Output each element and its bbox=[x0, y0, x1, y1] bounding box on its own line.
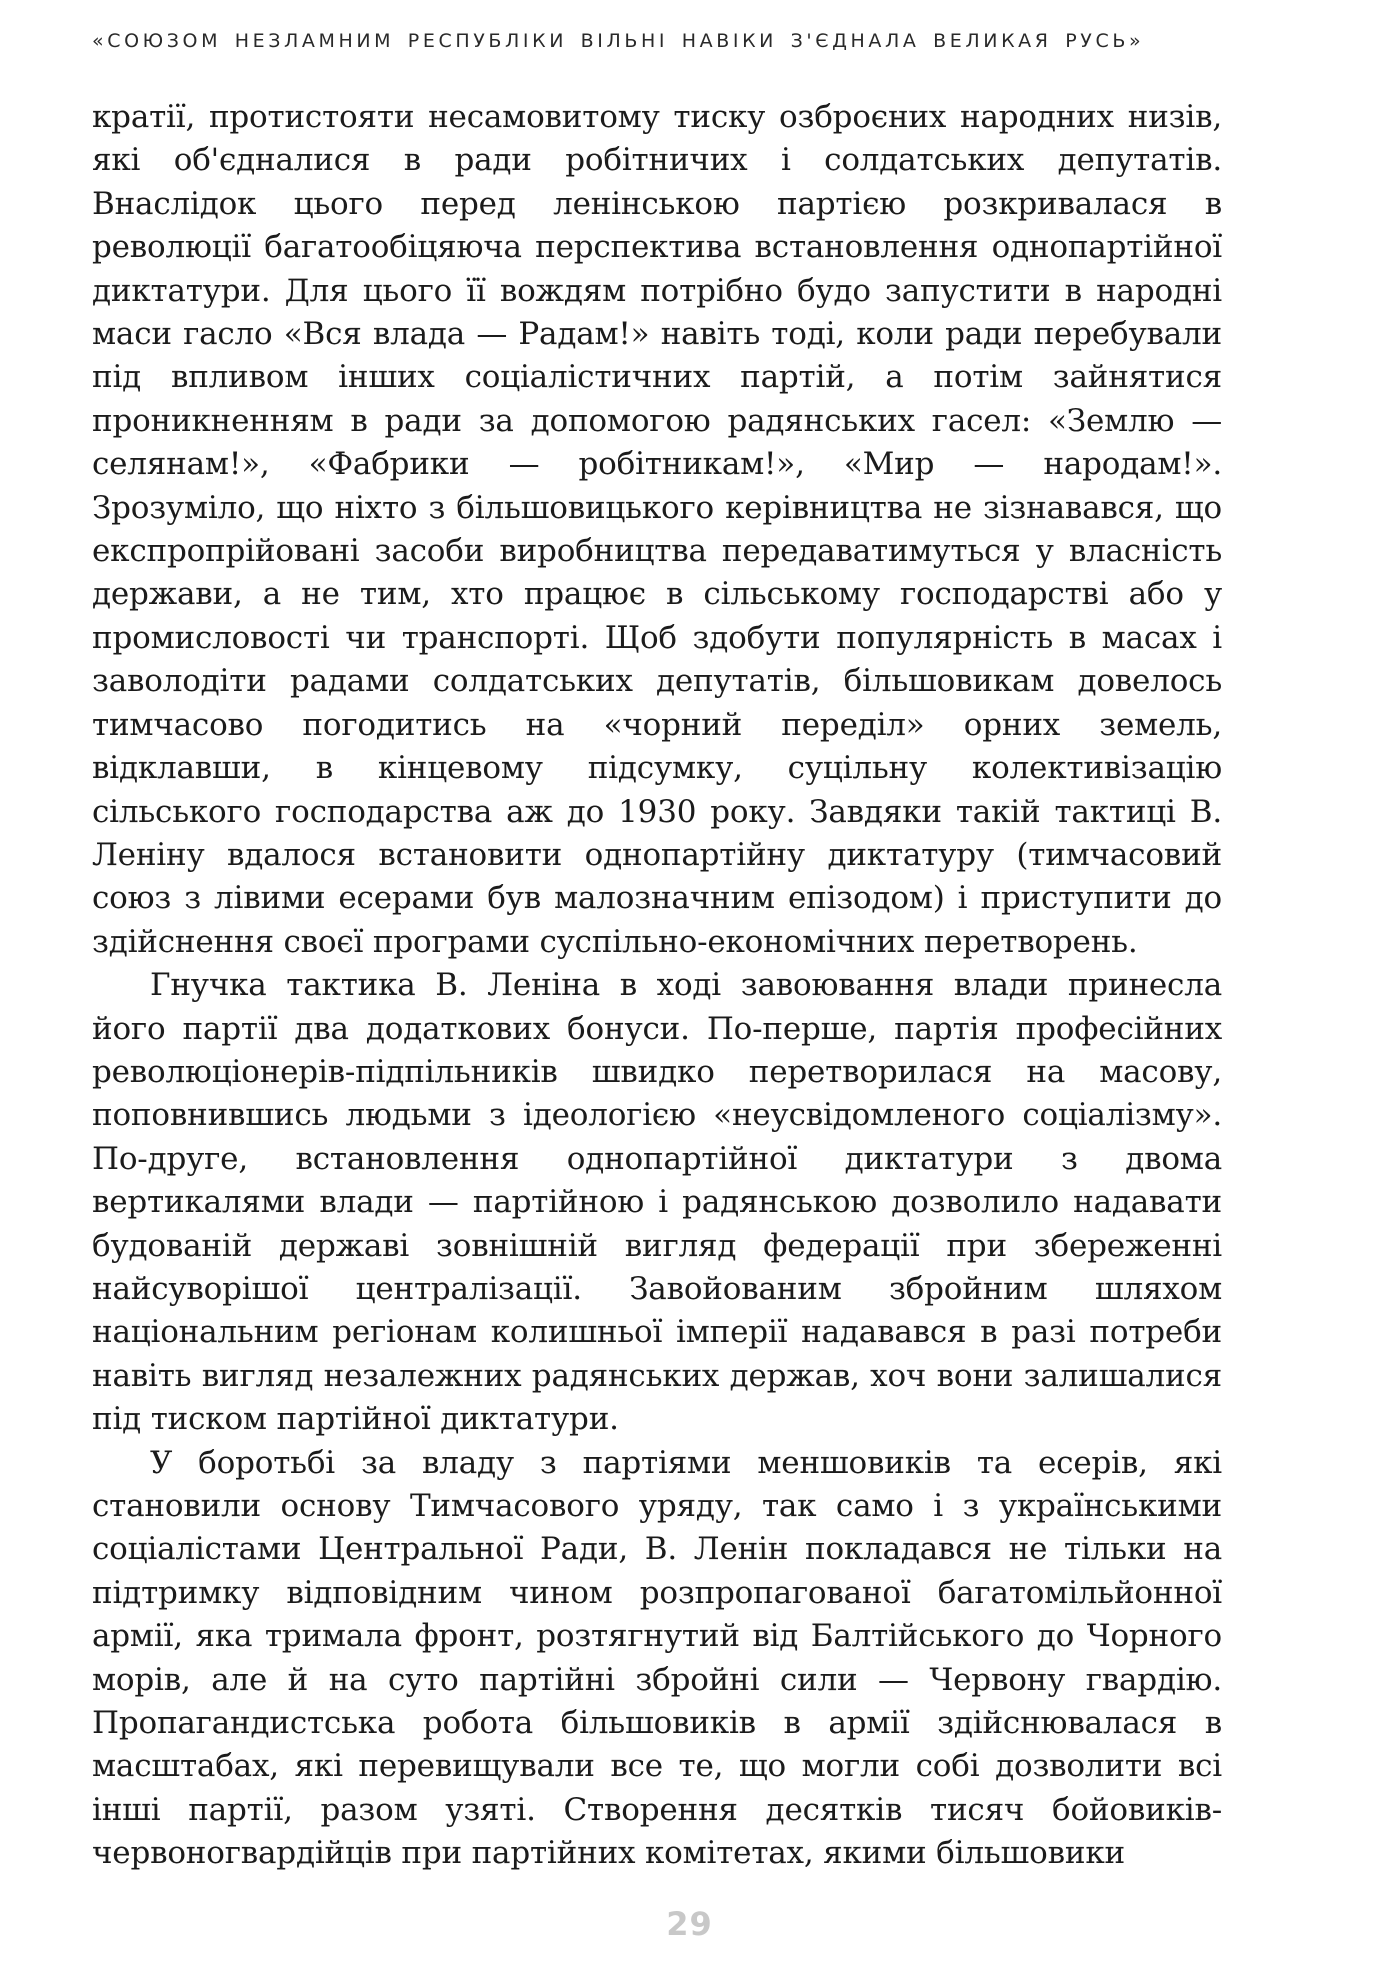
body-text bbox=[92, 96, 1222, 1876]
paragraph-2: Гнучка тактика В. Леніна в ході завоювання влади принесла його партії два додаткових бонуси. По-перше, партія професійних революціонерів-підпільників швидко перетворилася на масову, поповнившись людьми з ідеологією «неусвідомленого соціалізму». По-друге, встановлення однопартійної диктатури з двома вертикалями влади — партійною і радянською дозволило надавати будованій державі зовнішній вигляд федерації при збереженні найсуворішої централізації. Завойованим збройним шляхом національним регіонам колишньої імперії надавався в разі потреби навіть вигляд незалежних радянських держав, хоч вони залишалися під тиском партійної диктатури. bbox=[92, 967, 1222, 1438]
page-number: 29 bbox=[666, 1905, 713, 1943]
running-head: «СОЮЗОМ НЕЗЛАМНИМ РЕСПУБЛІКИ ВІЛЬНІ НАВІКИ З'ЄДНАЛА ВЕЛИКАЯ РУСЬ» bbox=[92, 30, 1145, 52]
paragraph-1: кратії, протистояти несамовитому тиску озброєних народних низів, які об'єдналися в ради робітничих і солдатських депутатів. Внаслідок цього перед ленінською партією розкривалася в революції багатообіцяюча перспектива встановлення однопартійної диктатури. Для цього її вождям потрібно будо запустити в народні маси гасло «Вся влада — Радам!» навіть тоді, коли ради перебували під впливом інших соціалістичних партій, а потім зайнятися проникненням в ради за допомогою радянських гасел: «Землю — селянам!», «Фабрики — робітникам!», «Мир — народам!». Зрозуміло, що ніхто з більшовицького керівництва не зізнавався, що експропрійовані засоби виробництва передаватимуться у власність держави, а не тим, хто працює в сільському господарстві або у промисловості чи транспорті. Щоб здобути популярність в масах і заволодіти радами солдатських депутатів, більшовикам довелось тимчасово погодитись на «чорний переділ» орних земель, відклавши, в кінцевому підсумку, суцільну колективізацію сільського господарства аж до 1930 року. Завдяки такій тактиці В. Леніну вдалося встановити однопартійну диктатуру (тимчасовий союз з лівими есерами був малозначним епізодом) і приступити до здійснення своєї програми суспільно-економічних перетворень. bbox=[92, 99, 1222, 960]
paragraph-3: У боротьбі за владу з партіями меншовиків та есерів, які становили основу Тимчасового уряду, так само і з українськими соціалістами Центральної Ради, В. Ленін покладався не тільки на підтримку відповідним чином розпропагованої багатомільйонної армії, яка тримала фронт, розтягнутий від Балтійського до Чорного морів, але й на суто партійні збройні сили — Червону гвардію. Пропагандистська робота більшовиків в армії здійснювалася в масштабах, які перевищували все те, що могли собі дозволити всі інші партії, разом узяті. Створення десятків тисяч бойовиків-червоногвардійців при партійних комітетах, якими більшовики bbox=[92, 1444, 1222, 1872]
